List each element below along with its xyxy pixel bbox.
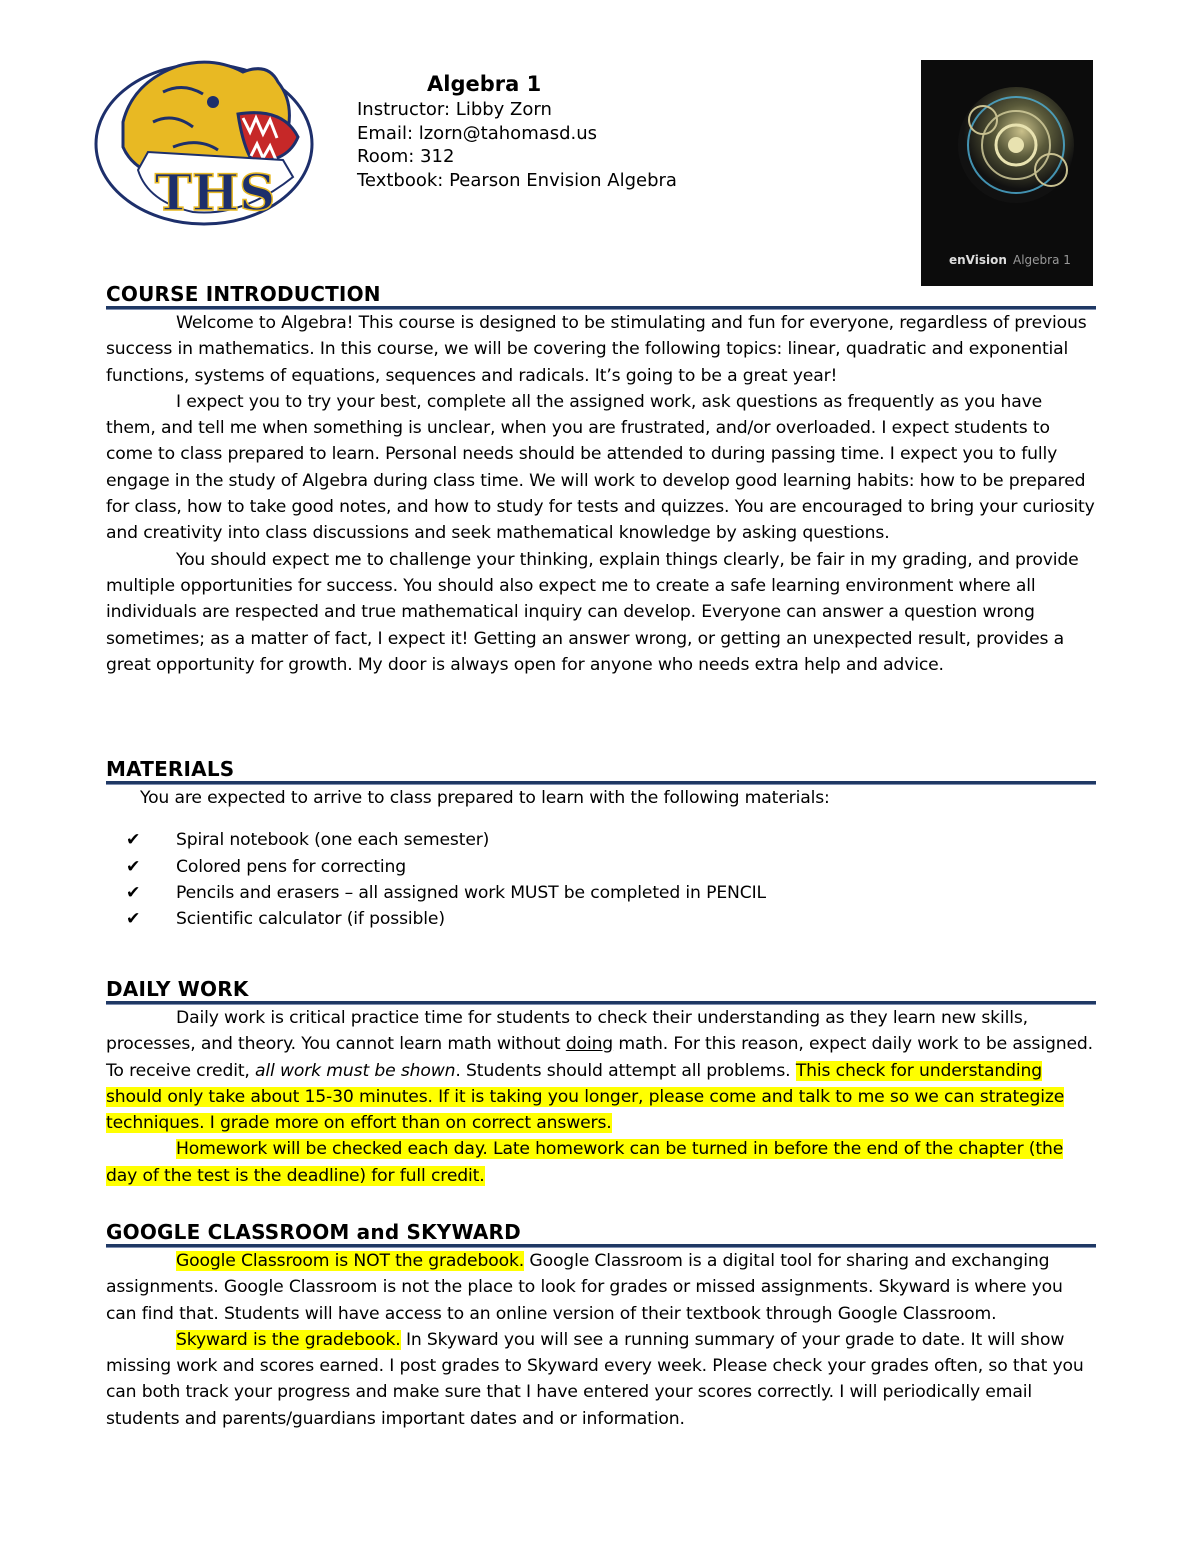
course-introduction-section bbox=[106, 281, 1096, 678]
cover-brand: enVision bbox=[949, 253, 1007, 267]
materials-list bbox=[106, 827, 1096, 932]
list-item: ✔ Pencils and erasers – all assigned work MUST be completed in PENCIL bbox=[106, 880, 1096, 906]
intro-paragraph-2: I expect you to try your best, complete all the assigned work, ask questions as frequently as you have them, and tell me when something is unclear, when you are frustrated, and/or overloaded. I expect students to come to class prepared to learn. Personal needs should be attended to during passing time. I expect you to fully engage in the study of Algebra during class time. We will work to develop good learning habits: how to be prepared for class, how to take good notes, and how to study for tests and quizzes. You are encouraged to bring your curiosity and creativity into class discussions and seek mathematical knowledge by asking questions. bbox=[106, 391, 1095, 544]
highlighted-text: Skyward is the gradebook. bbox=[176, 1329, 401, 1350]
list-item: ✔ Colored pens for correcting bbox=[106, 854, 1096, 880]
checkmark-icon: ✔ bbox=[126, 856, 141, 877]
checkmark-icon: ✔ bbox=[126, 909, 141, 930]
highlighted-text: This check for understanding should only take about 15-30 minutes. If it is taking you longer, please come and talk to me so we can strategize techniques. I grade more on effort than on correct answers. bbox=[106, 1060, 1065, 1134]
materials-section bbox=[106, 756, 1096, 932]
textbook-line: Textbook: Pearson Envision Algebra bbox=[357, 169, 677, 191]
daily-work-paragraph-1: Daily work is critical practice time for students to check their understanding as they learn new skills, processes, and theory. You cannot learn math without doing math. For this reason, expect daily work to be assigned. To receive credit, all work must be shown. Students should attempt all problems. This check for understanding should only take about 15-30 minutes. If it is taking you longer, please come and talk to me so we can strategize techniques. I grade more on effort than on correct answers. bbox=[106, 1008, 1093, 1134]
email-line: Email: lzorn@tahomasd.us bbox=[357, 122, 598, 144]
daily-work-section bbox=[106, 976, 1096, 1189]
daily-work-paragraph-2 bbox=[106, 1136, 1096, 1189]
google-paragraph-2: Skyward is the gradebook. In Skyward you will see a running summary of your grade to date. It will show missing work and scores earned. I post grades to Skyward every week. Please check your grades often, so that you can both track your progress and make sure that I have entered your scores correctly. I will periodically email students and parents/guardians important dates and or information. bbox=[106, 1329, 1084, 1429]
school-bear-logo bbox=[93, 52, 315, 227]
intro-paragraph-1: Welcome to Algebra! This course is designed to be stimulating and fun for everyone, regardless of previous success in mathematics. In this course, we will be covering the following topics: linear, quadratic and exponential functions, systems of equations, sequences and radicals. It’s going to be a great year! bbox=[106, 313, 1087, 386]
checkmark-icon: ✔ bbox=[126, 882, 141, 903]
list-item: ✔ Spiral notebook (one each semester) bbox=[106, 827, 1096, 853]
google-classroom-skyward-section bbox=[106, 1219, 1096, 1432]
logo-letters: THS bbox=[154, 163, 276, 222]
highlighted-text: Google Classroom is NOT the gradebook. bbox=[176, 1251, 525, 1271]
course-introduction-heading: COURSE INTRODUCTION bbox=[106, 282, 381, 306]
course-header bbox=[357, 70, 677, 192]
materials-heading: MATERIALS bbox=[106, 757, 235, 781]
instructor-line: Instructor: Libby Zorn bbox=[357, 99, 552, 120]
intro-paragraph-3: You should expect me to challenge your thinking, explain things clearly, be fair in my grading, and provide multiple opportunities for success. You should also expect me to create a safe learning environment where all individuals are respected and true mathematical inquiry can develop. Everyone can answer a question wrong sometimes; as a matter of fact, I expect it! Getting an answer wrong, or getting an unexpected result, provides a great opportunity for growth. My door is always open for anyone who needs extra help and advice. bbox=[106, 549, 1079, 675]
materials-lead: You are expected to arrive to class prepared to learn with the following materials: bbox=[140, 788, 830, 808]
course-title: Algebra 1 bbox=[427, 72, 542, 96]
daily-work-heading: DAILY WORK bbox=[106, 977, 249, 1001]
list-item: ✔ Scientific calculator (if possible) bbox=[106, 906, 1096, 932]
google-paragraph-1: Google Classroom is NOT the gradebook. Google Classroom is a digital tool for sharing and exchanging assignments. Google Classroom is not the place to look for grades or missed assignments. Skyward is where you can find that. Students will have access to an online version of their textbook through Google Classroom. bbox=[106, 1251, 1063, 1324]
google-classroom-heading: GOOGLE CLASSROOM and SKYWARD bbox=[106, 1220, 521, 1244]
checkmark-icon: ✔ bbox=[126, 830, 141, 851]
cover-subtitle: Algebra 1 bbox=[1013, 253, 1071, 267]
highlighted-text: Homework will be checked each day. Late homework can be turned in before the end of the chapter (the day of the test is the deadline) for full credit. bbox=[106, 1139, 1064, 1186]
textbook-cover-image bbox=[921, 60, 1093, 286]
room-line: Room: 312 bbox=[357, 146, 455, 167]
